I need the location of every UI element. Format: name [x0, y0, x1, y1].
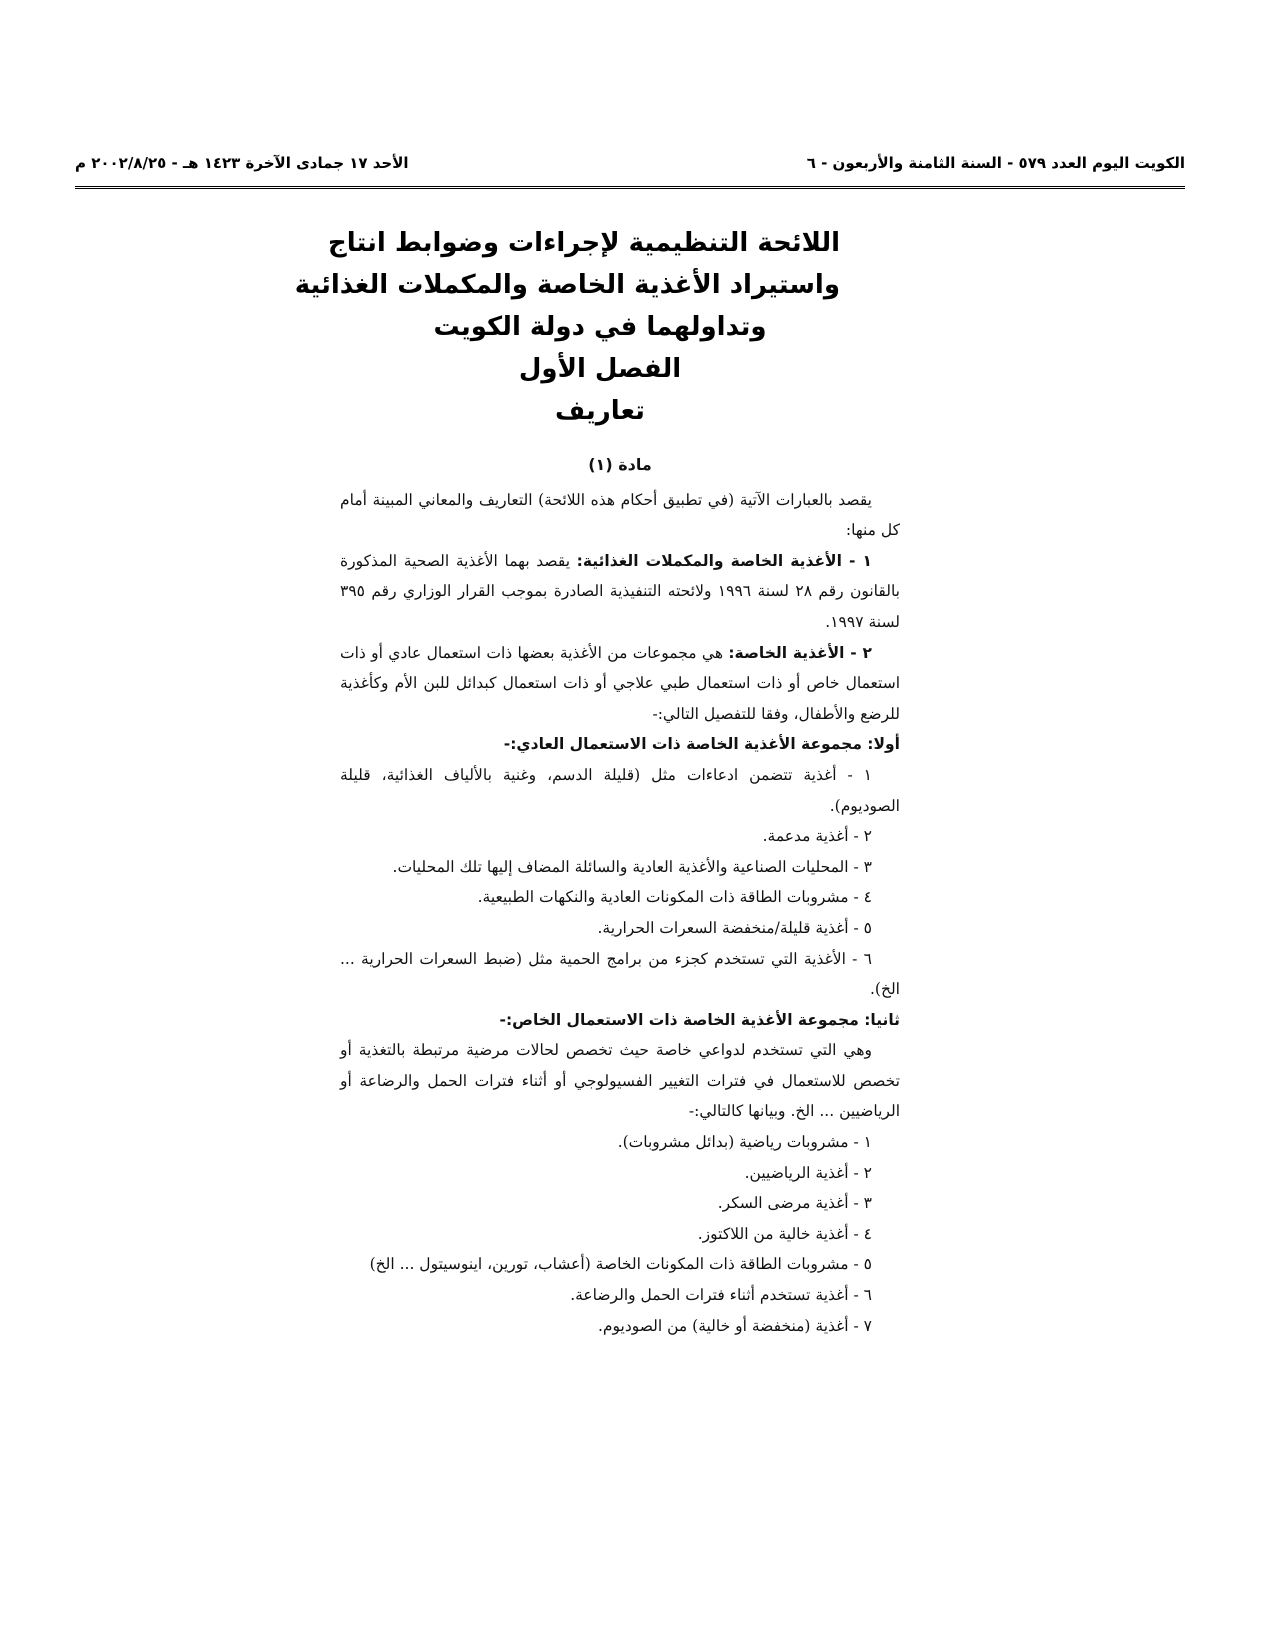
group-2-item: ٦ - أغذية تستخدم أثناء فترات الحمل والرضاعة.	[570, 1286, 872, 1305]
group-2-item: ٣ - أغذية مرضى السكر.	[717, 1194, 872, 1213]
group-2-item: ٤ - أغذية خالية من اللاكتوز.	[697, 1224, 872, 1243]
chapter-title: الفصل الأول	[518, 354, 682, 384]
regulation-title-block	[294, 222, 840, 432]
group-1-item: ٢ - أغذية مدعمة.	[762, 827, 872, 846]
article-body	[340, 450, 900, 1341]
group-1-item: ٦ - الأغذية التي تستخدم كجزء من برامج الحمية مثل (ضبط السعرات الحرارية ... الخ).	[340, 949, 900, 999]
gazette-header	[75, 150, 1185, 186]
definition-2	[340, 638, 900, 730]
group-2-item: ١ - مشروبات رياضية (بدائل مشروبات).	[617, 1133, 872, 1152]
title-line-1: اللائحة التنظيمية لإجراءات وضوابط انتاج	[328, 228, 840, 258]
group-2-item: ٢ - أغذية الرياضيين.	[744, 1163, 872, 1182]
article-heading: مادة (١)	[588, 455, 652, 474]
article-intro: يقصد بالعبارات الآتية (في تطبيق أحكام هذه اللائحة) التعاريف والمعاني المبينة أمام كل منها:	[340, 490, 900, 540]
group-2-heading: ثانيا: مجموعة الأغذية الخاصة ذات الاستعمال الخاص:-	[499, 1010, 900, 1029]
group-2-item: ٥ - مشروبات الطاقة ذات المكونات الخاصة (أعشاب، تورين، اينوسيتول ... الخ)	[369, 1255, 872, 1274]
definition-1	[340, 546, 900, 638]
group-2-intro: وهي التي تستخدم لدواعي خاصة حيث تخصص لحالات مرضية مرتبطة بالتغذية أو تخصص للاستعمال في فترات التغيير الفسيولوجي أو أثناء فترات الحمل والرضاعة أو الرياضيين ... الخ. وبيانها كالتالي:-	[340, 1041, 900, 1121]
chapter-subject: تعاريف	[555, 396, 645, 426]
group-2-item: ٧ - أغذية (منخفضة أو خالية) من الصوديوم.	[597, 1316, 872, 1335]
header-divider	[75, 186, 1185, 189]
definition-1-term: ١ - الأغذية الخاصة والمكملات الغذائية:	[576, 551, 872, 570]
group-1-item: ١ - أغذية تتضمن ادعاءات مثل (قليلة الدسم، وغنية بالألياف الغذائية، قليلة الصوديوم).	[340, 765, 900, 815]
group-1-heading: أولا: مجموعة الأغذية الخاصة ذات الاستعمال العادي:-	[503, 735, 900, 754]
issue-date: الأحد ١٧ جمادى الآخرة ١٤٢٣ هـ - ٢٠٠٢/٨/٢٥ م	[75, 154, 409, 172]
issue-info: الكويت اليوم العدد ٥٧٩ - السنة الثامنة والأربعون - ٦	[806, 154, 1185, 172]
group-1-item: ٥ - أغذية قليلة/منخفضة السعرات الحرارية.	[597, 918, 872, 937]
title-line-2: واستيراد الأغذية الخاصة والمكملات الغذائية	[294, 270, 840, 300]
title-line-3: وتداولهما في دولة الكويت	[433, 312, 767, 342]
group-1-item: ٣ - المحليات الصناعية والأغذية العادية والسائلة المضاف إليها تلك المحليات.	[392, 857, 872, 876]
definition-1-text: يقصد بهما الأغذية الصحية المذكورة بالقانون رقم ٢٨ لسنة ١٩٩٦ ولائحته التنفيذية الصادرة بموجب القرار الوزاري رقم ٣٩٥ لسنة ١٩٩٧.	[340, 551, 900, 631]
definition-2-text: هي مجموعات من الأغذية بعضها ذات استعمال عادي أو ذات استعمال خاص أو ذات استعمال طبي علاجي أو ذات استعمال كبدائل للبن الأم وكأغذية للرضع والأطفال، وفقا للتفصيل التالي:-	[340, 643, 900, 723]
group-1-item: ٤ - مشروبات الطاقة ذات المكونات العادية والنكهات الطبيعية.	[477, 888, 872, 907]
definition-2-term: ٢ - الأغذية الخاصة:	[728, 643, 872, 662]
